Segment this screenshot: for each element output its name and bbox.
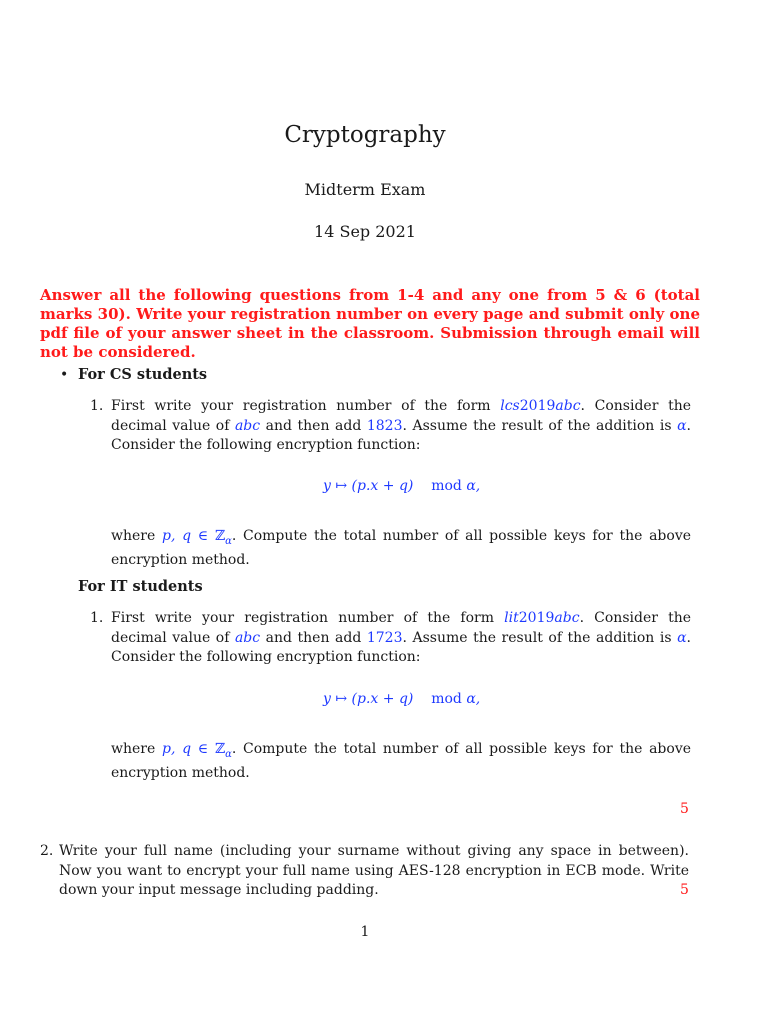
question-1-marks: 5	[680, 801, 689, 817]
cs-question-text: First write your registration number of the form lcs2019abc. Consider the decimal value of abc and then add 1823. Assume the result of the addition is α. Consider the following encryption function:	[111, 398, 691, 453]
cs-encryption-equation: y ↦ (p.x + q) mod α,	[323, 478, 481, 494]
it-section-heading: For IT students	[78, 578, 203, 595]
cs-key-question: where p, q ∈ ℤ$_\alpha$. Compute the total number of all possible keys for the above encryption method.	[111, 528, 692, 569]
document-date: 14 Sep 2021	[314, 222, 416, 241]
exam-instructions: Answer all the following questions from 1-4 and any one from 5 & 6 (total marks 30). Write your registration number on every page and submit only one pdf file of your answer sheet in the classroom. Submission through email will not be considered.	[40, 286, 700, 361]
question-2-number: 2.	[40, 843, 54, 859]
document-title: Cryptography	[284, 122, 446, 148]
cs-text-part-1: First write your registration number of the form	[111, 398, 501, 414]
it-alpha-symbol: α	[677, 629, 687, 646]
it-question-text: First write your registration number of the form lit2019abc. Consider the decimal value of abc and then add 1723. Assume the result of the addition is α. Consider the following encryption function:	[111, 610, 691, 665]
it-question-number: 1.	[90, 610, 104, 626]
it-encryption-equation: y ↦ (p.x + q) mod α,	[323, 691, 481, 707]
cs-bullet: •	[60, 367, 69, 383]
question-2-marks: 5	[680, 882, 689, 898]
it-add-value: 1723	[366, 629, 403, 646]
it-abc-variable: abc	[234, 629, 261, 646]
cs-question-number: 1.	[90, 398, 104, 414]
it-key-question: where p, q ∈ ℤ$_\alpha$. Compute the total number of all possible keys for the above encryption method.	[111, 741, 692, 782]
cs-section-heading: For CS students	[78, 366, 208, 383]
page-number: 1	[360, 924, 370, 940]
cs-abc-variable: abc	[234, 417, 261, 434]
it-form-code: lit2019abc	[504, 610, 580, 626]
question-2-text: Write your full name (including your surname without giving any space in between). Now you want to encrypt your full name using AES-128 encryption in ECB mode. Write down your input message including padding.	[59, 843, 689, 898]
cs-alpha-symbol: α	[677, 417, 687, 434]
cs-form-code: lcs2019abc	[500, 398, 581, 414]
cs-add-value: 1823	[366, 417, 403, 434]
document-subtitle: Midterm Exam	[304, 180, 426, 199]
